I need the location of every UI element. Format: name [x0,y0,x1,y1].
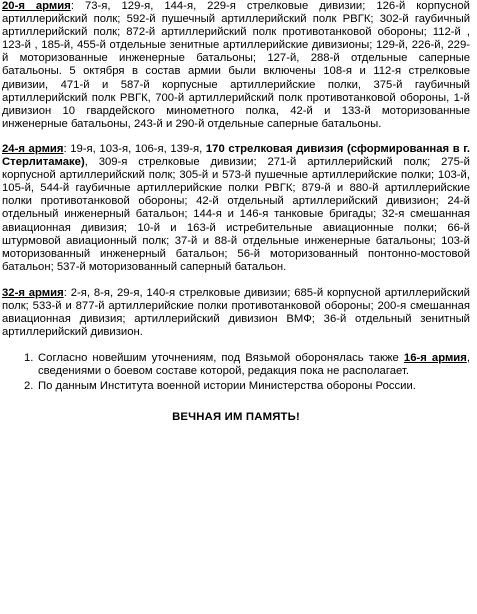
army-20-text: : 73-я, 129-я, 144-я, 229-я стрелковые дивизии; 126-й корпусной артиллерийский полк; 592-й пушечный артиллерийский полк РВГК; 302-й гаубичный артиллерийский полк; 872-й артиллерийский полк противотанковой обороны; 112-й , 123-й , 185-й, 455-й отдельные зенитные артиллерийские дивизионы; 129-й, 226-й, 229-й моторизованные инженерные батальоны; 127-й, 288-й отдельные саперные батальоны. 5 октября в состав армии были включены 108-я и 112-я стрелковые дивизии, 471-й и 587-й корпусные артиллерийские полки, 375-й гаубичный артиллерийский полк РВГК, 700-й артиллерийский полк противотанковой обороны, 1-й дивизион 10 гвардейского минометного полка, 42-й и 133-й моторизованные инженерные батальоны, 243-й и 290-й отдельные саперные батальоны. [2,0,470,130]
army-24-heading: 24-я армия [2,142,64,155]
army-32-paragraph [2,287,470,339]
army-24-paragraph [2,143,470,274]
footnote-number: 2. [24,380,34,393]
footnote-item [24,352,470,378]
footnote-army-16: 16-я армия [403,352,467,365]
army-24-bold-division: 170 стрелковая дивизия (сформированная в г. Стерлитамаке) [2,142,470,169]
footnote-text: По данным Института военной истории Министерства обороны России. [38,380,416,393]
document-page [2,0,470,424]
army-24-text-before: : 19-я, 103-я, 106-я, 139-я, [63,142,206,155]
footnote-text-before: Согласно новейшим уточнениям, под Вязьмой оборонялась также [38,352,404,365]
footnotes-list [2,352,470,393]
footnote-item [24,380,470,393]
army-20-paragraph [2,0,470,131]
army-20-heading: 20-я армия [2,0,71,12]
army-32-heading: 32-я армия [2,286,64,299]
army-24-text-after: , 309-я стрелковые дивизии; 271-й артиллерийский полк; 275-й корпусной артиллерийский полк; 305-й и 573-й пушечные артиллерийские полки; 103-й, 105-й, 544-й гаубичные артиллерийские полки РВГК; 879-й и 880-й артиллерийские полки противотанковой обороны; 42-й отдельный артиллерийский дивизион; 24-й отдельный инженерный батальон; 144-я и 146-я танковые бригады; 32-я смешанная авиационная дивизия; 10-й и 163-й истребительные авиационные полки; 66-й штурмовой авиационный полк; 37-й и 88-й отдельные инженерные батальоны; 103-й моторизованный инженерный батальон; 56-й моторизованный понтонно-мостовой батальон; 537-й моторизованный саперный батальон. [2,156,470,273]
closing-dedication: ВЕЧНАЯ ИМ ПАМЯТЬ! [172,410,300,423]
footnote-text-after: , сведениями о боевом составе которой, редакция пока не располагает. [38,352,470,378]
army-32-text: : 2-я, 8-я, 29-я, 140-я стрелковые дивизии; 685-й корпусной артиллерийский полк; 533-й и 877-й артиллерийские полки противотанковой обороны; 200-я смешанная авиационная дивизия; артиллерийский дивизион ВМФ; 36-й отдельный зенитный артиллерийский дивизион. [2,286,470,339]
footnote-number: 1. [24,352,34,365]
